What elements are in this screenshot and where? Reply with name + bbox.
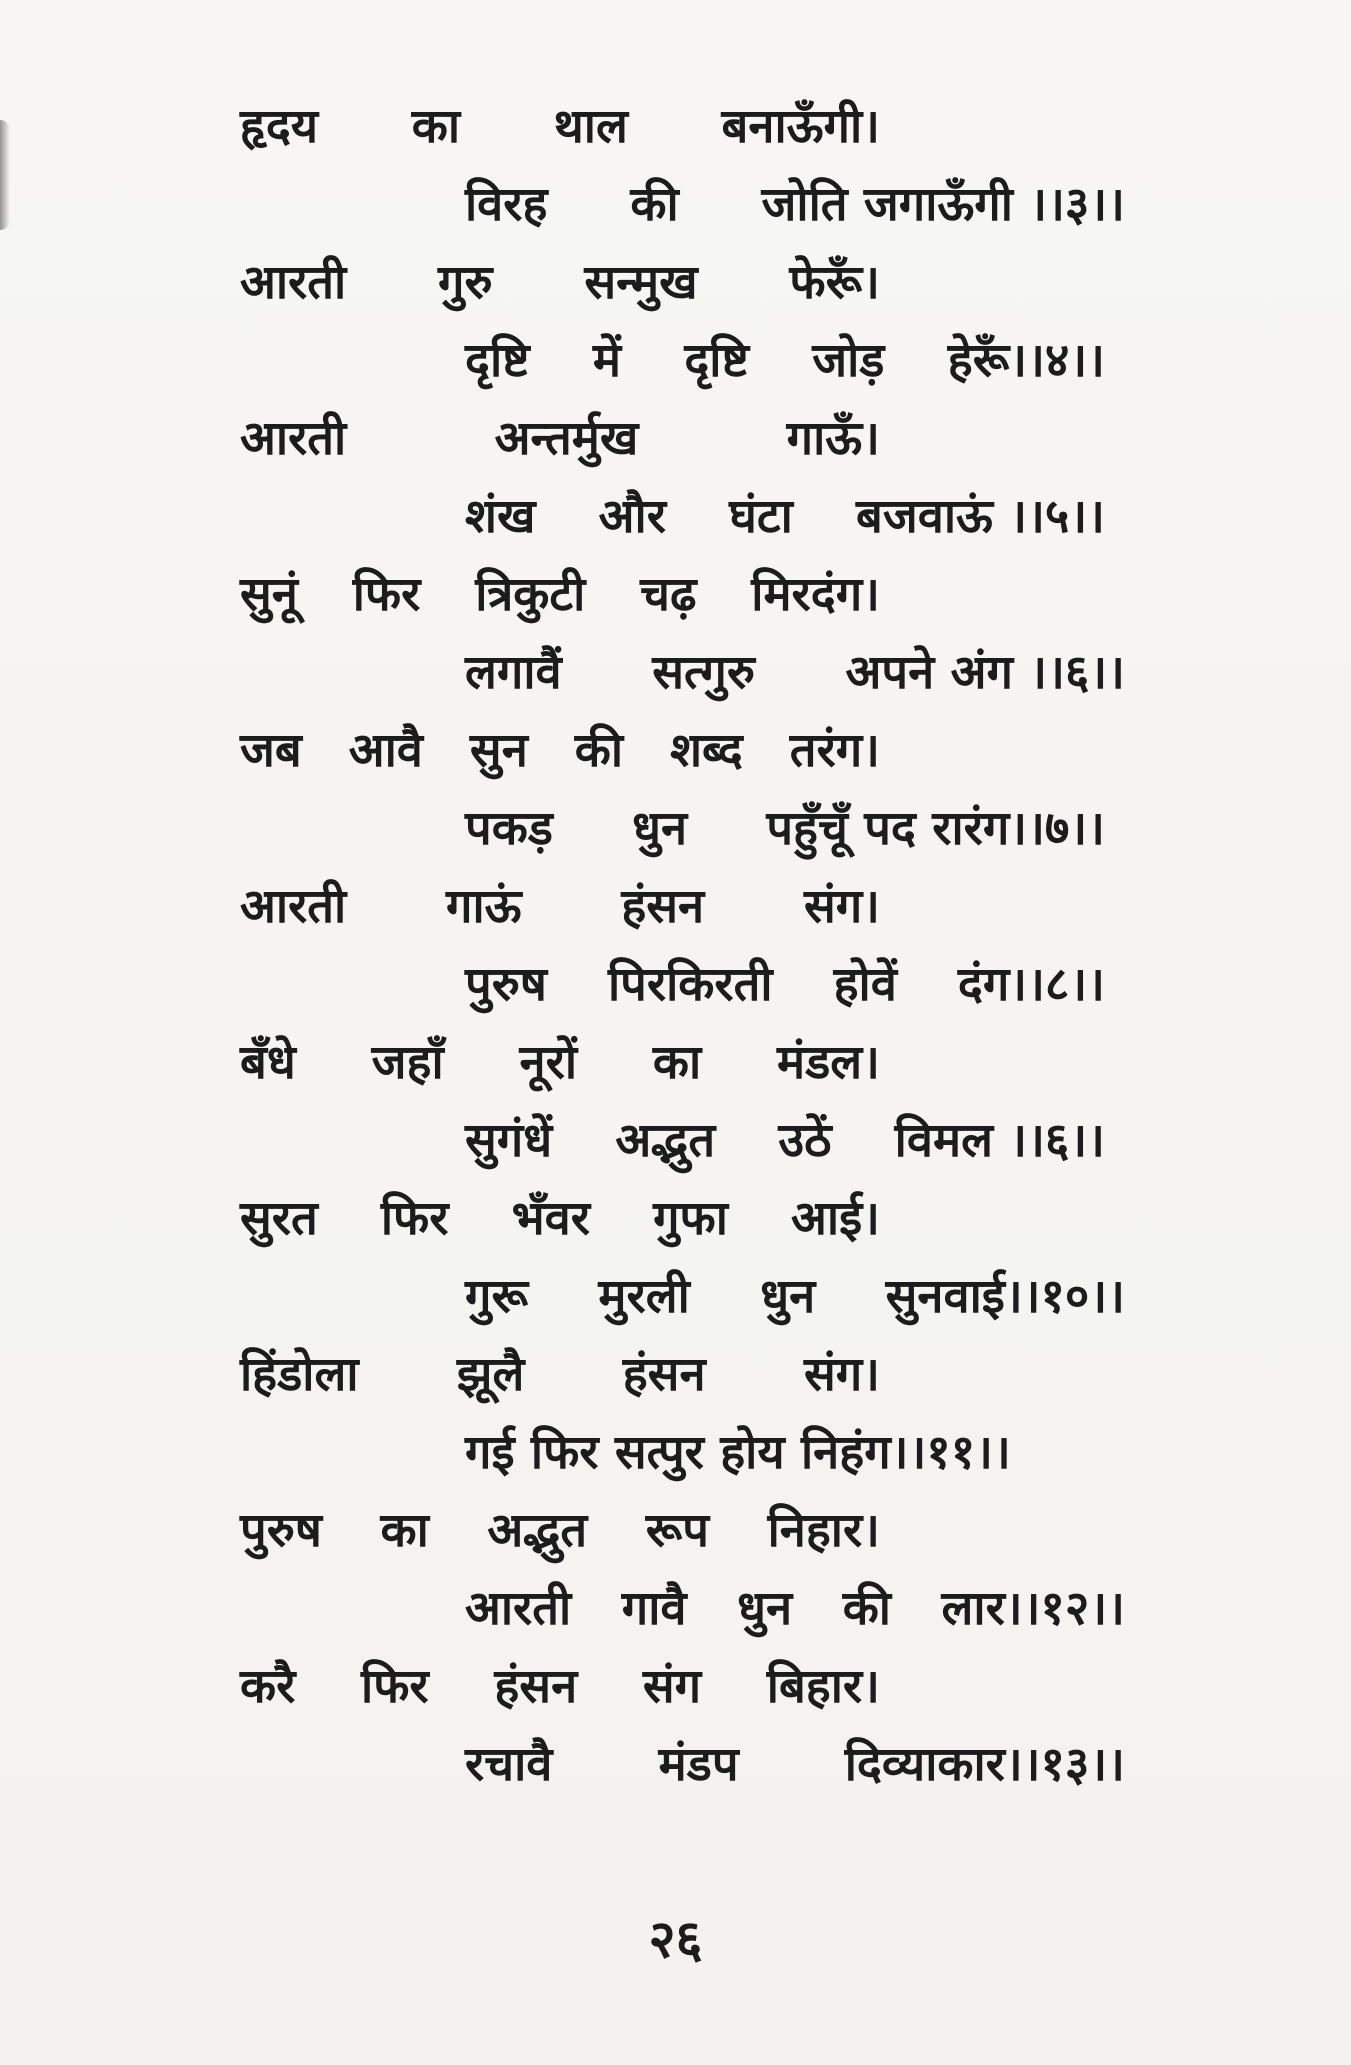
word: में bbox=[592, 333, 622, 388]
word: होवें bbox=[833, 957, 897, 1012]
word: गुरू bbox=[465, 1269, 528, 1324]
word: का bbox=[380, 1503, 429, 1558]
binding-shadow bbox=[0, 120, 10, 230]
word: हृदय bbox=[240, 99, 319, 154]
word: की bbox=[630, 177, 679, 232]
word: का bbox=[652, 1035, 702, 1090]
word: जोड़ bbox=[812, 333, 885, 388]
word: दृष्टि bbox=[684, 333, 749, 388]
word: उठें bbox=[778, 1113, 832, 1168]
word: विरह bbox=[465, 177, 548, 232]
word: मुरली bbox=[598, 1269, 690, 1324]
word: थाल bbox=[553, 99, 628, 154]
verse-4-line-1 bbox=[240, 560, 1140, 630]
verse-8-line-1 bbox=[240, 1184, 1140, 1254]
word: हंसन bbox=[622, 1347, 706, 1402]
word: हेरूँ।।४।। bbox=[947, 333, 1105, 388]
word: आरती bbox=[240, 255, 347, 310]
word: और bbox=[598, 489, 666, 544]
word: अद्भुत bbox=[487, 1503, 588, 1558]
word: चढ़ bbox=[640, 567, 697, 622]
word: सुन bbox=[469, 723, 528, 778]
word: गई फिर सत्पुर होय निहंग।।११।। bbox=[465, 1425, 1011, 1480]
word: रूप bbox=[645, 1503, 709, 1558]
word: पहुँचूँ पद रारंग।।७।। bbox=[766, 801, 1105, 856]
word: गाऊं bbox=[446, 879, 522, 934]
word: की bbox=[574, 723, 624, 778]
word: गुफा bbox=[653, 1191, 728, 1246]
word: शब्द bbox=[670, 723, 743, 778]
word: धुन bbox=[760, 1269, 816, 1324]
word: जोति जगाऊँगी ।।३।। bbox=[761, 177, 1125, 232]
word: तरंग। bbox=[789, 723, 880, 778]
word: गावै bbox=[621, 1581, 687, 1636]
verse-2-line-1 bbox=[240, 248, 1140, 318]
verse-7-line-1 bbox=[240, 1028, 1140, 1098]
word: भँवर bbox=[511, 1191, 590, 1246]
verse-3-line-2 bbox=[465, 482, 1145, 552]
verse-1-line-1 bbox=[240, 92, 1140, 162]
verse-9-line-2 bbox=[465, 1418, 1145, 1488]
word: आई। bbox=[791, 1191, 880, 1246]
word: सन्मुख bbox=[584, 255, 698, 310]
word: आवै bbox=[348, 723, 423, 778]
word: त्रिकुटी bbox=[475, 567, 586, 622]
word: बँधे bbox=[240, 1035, 296, 1090]
verse-8-line-2 bbox=[465, 1262, 1145, 1332]
verse-4-line-2 bbox=[465, 638, 1145, 708]
word: संग bbox=[642, 1659, 702, 1714]
word: पुरुष bbox=[465, 957, 547, 1012]
word: बजवाऊं ।।५।। bbox=[856, 489, 1105, 544]
verse-10-line-2 bbox=[465, 1574, 1145, 1644]
verse-2-line-2 bbox=[465, 326, 1145, 396]
word: फिर bbox=[380, 1191, 449, 1246]
verse-1-line-2 bbox=[465, 170, 1145, 240]
word: धुन bbox=[632, 801, 688, 856]
word: सत्गुरु bbox=[652, 645, 755, 700]
word: अपने अंग ।।६।। bbox=[845, 645, 1125, 700]
word: पिरकिरती bbox=[608, 957, 773, 1012]
verse-10-line-1 bbox=[240, 1496, 1140, 1566]
word: सुगंधें bbox=[465, 1113, 553, 1168]
verse-11-line-2 bbox=[465, 1730, 1145, 1800]
word: बनाऊँगी। bbox=[721, 99, 880, 154]
verse-5-line-1 bbox=[240, 716, 1140, 786]
word: गाऊँ। bbox=[786, 411, 880, 466]
word: अन्तर्मुख bbox=[494, 411, 639, 466]
word: रचावै bbox=[465, 1737, 553, 1792]
word: फिर bbox=[352, 567, 421, 622]
word: पकड़ bbox=[465, 801, 553, 856]
word: दृष्टि bbox=[465, 333, 530, 388]
word: सुनूं bbox=[240, 567, 298, 622]
word: लार।।१२।। bbox=[941, 1581, 1125, 1636]
word: का bbox=[411, 99, 461, 154]
verse-6-line-2 bbox=[465, 950, 1145, 1020]
word: सुरत bbox=[240, 1191, 318, 1246]
word: संग। bbox=[803, 1347, 880, 1402]
word: शंख bbox=[465, 489, 536, 544]
word: फेरूँ। bbox=[789, 255, 880, 310]
word: की bbox=[842, 1581, 891, 1636]
word: हंसन bbox=[494, 1659, 578, 1714]
verse-9-line-1 bbox=[240, 1340, 1140, 1410]
word: झूलै bbox=[456, 1347, 525, 1402]
word: आरती bbox=[240, 411, 347, 466]
word: दिव्याकार।।१३।। bbox=[844, 1737, 1125, 1792]
word: सुनवाई।।१०।। bbox=[885, 1269, 1125, 1324]
word: विमल ।।६।। bbox=[894, 1113, 1105, 1168]
verse-11-line-1 bbox=[240, 1652, 1140, 1722]
page-number: २६ bbox=[648, 1910, 703, 1970]
word: हिंडोला bbox=[240, 1347, 359, 1402]
verse-6-line-1 bbox=[240, 872, 1140, 942]
word: संग। bbox=[803, 879, 880, 934]
word: घंटा bbox=[729, 489, 793, 544]
word: आरती bbox=[465, 1581, 572, 1636]
word: धुन bbox=[737, 1581, 793, 1636]
word: गुरु bbox=[438, 255, 493, 310]
word: नूरों bbox=[519, 1035, 577, 1090]
word: अद्भुत bbox=[615, 1113, 716, 1168]
word: पुरुष bbox=[240, 1503, 322, 1558]
word: जब bbox=[240, 723, 302, 778]
word: फिर bbox=[361, 1659, 429, 1714]
verse-7-line-2 bbox=[465, 1106, 1145, 1176]
word: जहाँ bbox=[371, 1035, 444, 1090]
word: लगावैं bbox=[465, 645, 562, 700]
word: मिरदंग। bbox=[751, 567, 880, 622]
word: करै bbox=[240, 1659, 296, 1714]
word: मंडप bbox=[658, 1737, 739, 1792]
verse-5-line-2 bbox=[465, 794, 1145, 864]
verse-3-line-1 bbox=[240, 404, 1140, 474]
word: निहार। bbox=[767, 1503, 880, 1558]
word: बिहार। bbox=[766, 1659, 880, 1714]
word: आरती bbox=[240, 879, 347, 934]
word: मंडल। bbox=[777, 1035, 880, 1090]
word: दंग।।८।। bbox=[957, 957, 1105, 1012]
word: हंसन bbox=[621, 879, 705, 934]
